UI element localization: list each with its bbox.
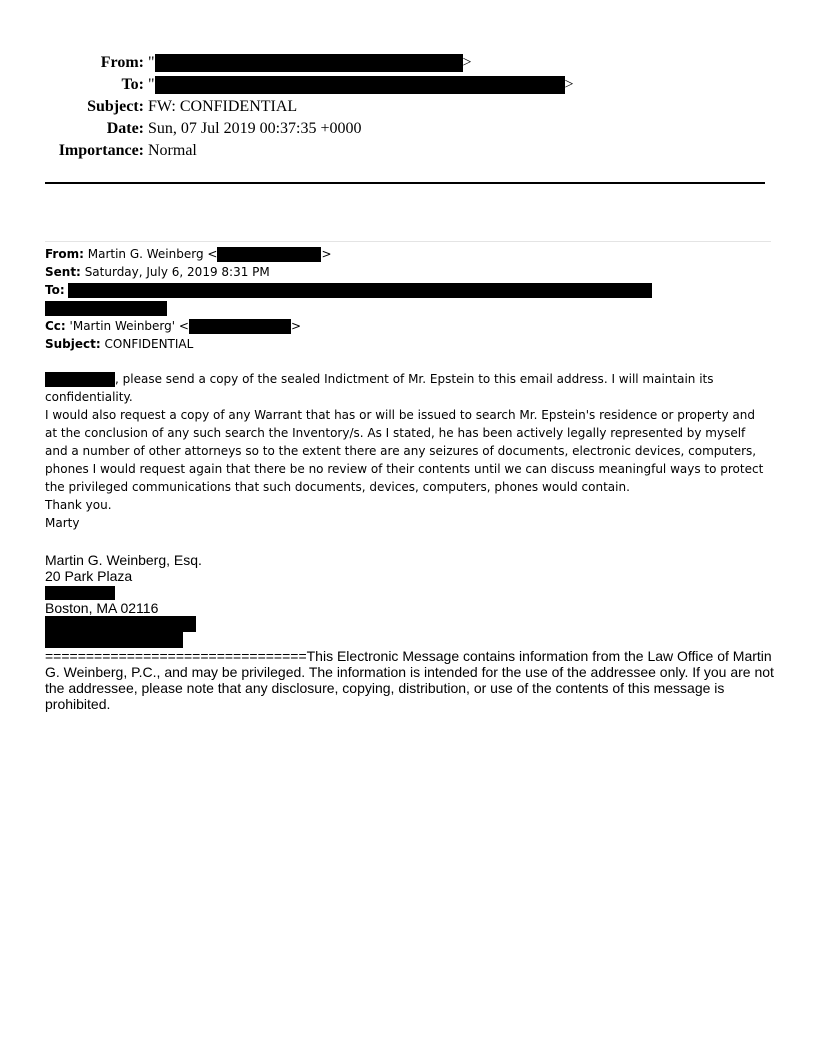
body-paragraph-2: I would also request a copy of any Warrant that has or will be issued to search Mr. Epstein's residence or property and at the conclusion of any such search the Inventory/s. As I stated, he has been actively legally represented by myself and a number of other attorneys so to the extent there are any seizures of documents, electronic devices, computers, phones I would request again that there be no review of their contents until we can discuss meaningful ways to protect the privileged communications that such documents, devices, computers, phones would contain. xyxy=(45,408,764,494)
fwd-subject-row xyxy=(45,335,775,353)
header-subject-row xyxy=(0,96,816,118)
fwd-to-label: To: xyxy=(45,283,65,297)
header-importance-row xyxy=(0,140,816,162)
fwd-subject-label: Subject: xyxy=(45,337,101,351)
body-paragraph-4: Marty xyxy=(45,516,80,530)
fwd-from-label: From: xyxy=(45,247,84,261)
redaction-block xyxy=(45,586,115,600)
header-subject-label: Subject: xyxy=(87,98,144,115)
email-header xyxy=(0,52,816,162)
redaction-block xyxy=(68,283,652,298)
redaction-block xyxy=(217,247,321,262)
signature-address: 20 Park Plaza xyxy=(45,568,133,584)
redaction-block xyxy=(45,372,115,387)
redaction-block xyxy=(45,301,167,316)
redaction-block xyxy=(155,54,463,72)
header-divider xyxy=(45,182,765,184)
forward-divider xyxy=(45,241,771,242)
body-paragraph-3: Thank you. xyxy=(45,498,112,512)
fwd-sent-value: Saturday, July 6, 2019 8:31 PM xyxy=(84,265,270,279)
fwd-to-row xyxy=(45,281,775,299)
signature-city: Boston, MA 02116 xyxy=(45,600,159,616)
signature-name: Martin G. Weinberg, Esq. xyxy=(45,552,202,568)
redaction-block xyxy=(45,632,183,648)
fwd-from-value: Martin G. Weinberg < xyxy=(87,247,218,261)
header-from-label: From: xyxy=(100,54,144,71)
redaction-block xyxy=(45,616,196,632)
message-body xyxy=(45,370,770,532)
header-date-value: Sun, 07 Jul 2019 00:37:35 +0000 xyxy=(148,120,362,137)
header-date-row xyxy=(0,118,816,140)
header-to-row xyxy=(0,74,816,96)
fwd-cc-value: 'Martin Weinberg' < xyxy=(69,319,189,333)
signature-block xyxy=(45,552,775,712)
forwarded-header xyxy=(45,245,775,353)
fwd-sent-label: Sent: xyxy=(45,265,81,279)
header-date-label: Date: xyxy=(106,120,144,137)
redaction-block xyxy=(155,76,565,94)
header-subject-value: FW: CONFIDENTIAL xyxy=(148,98,298,115)
signature-redacted-contact xyxy=(45,616,775,648)
header-from-row xyxy=(0,52,816,74)
body-paragraph-1: , please send a copy of the sealed Indictment of Mr. Epstein to this email address. I will maintain its confidentiality. xyxy=(45,372,714,404)
header-from-value: " > xyxy=(148,54,472,71)
fwd-cc-row: Cc: 'Martin Weinberg' < > xyxy=(45,319,301,333)
header-to-value: " > xyxy=(148,76,574,93)
redaction-block xyxy=(189,319,291,334)
fwd-from-row: From: Martin G. Weinberg < > xyxy=(45,247,332,261)
fwd-subject-value: CONFIDENTIAL xyxy=(104,337,194,351)
fwd-sent-row xyxy=(45,263,775,281)
header-importance-label: Importance: xyxy=(58,142,144,159)
signature-redacted-line xyxy=(45,584,775,600)
fwd-to-row-cont xyxy=(45,299,775,317)
fwd-cc-label: Cc: xyxy=(45,319,66,333)
header-to-label: To: xyxy=(121,76,144,93)
header-importance-value: Normal xyxy=(148,142,197,159)
legal-disclaimer: ================================This Electronic Message contains information from the Law Office of Martin G. Weinberg, P.C., and may be privileged. The information is intended for the use of the addressee only. If you are not the addressee, please note that any disclosure, copying, distribution, or use of the contents of this message is prohibited. xyxy=(45,648,774,712)
